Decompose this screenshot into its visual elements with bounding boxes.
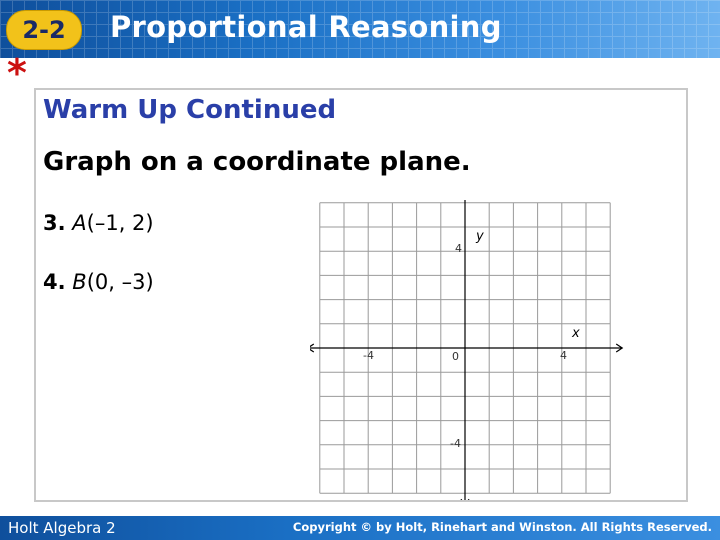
coordinate-plane-svg [310,200,630,500]
problem-number: 4. [43,270,66,294]
point-variable: A [72,211,87,235]
lesson-title: Proportional Reasoning [110,10,502,44]
origin-label: 0 [452,350,459,363]
slide-instruction: Graph on a coordinate plane. [43,147,471,177]
footer-bar [0,516,720,540]
problem-number: 3. [43,211,66,235]
coordinate-plane [310,200,630,500]
x-tick-label-pos: 4 [560,349,567,362]
y-tick-label-pos: 4 [455,242,462,255]
slide-subtitle: Warm Up Continued [43,95,337,125]
asterisk-marker: * [7,51,27,95]
footer-copyright: Copyright © by Holt, Rinehart and Winston. All Rights Reserved. [292,520,712,534]
problem-4 [43,270,154,294]
header-bar [0,0,720,58]
x-axis-label: x [572,326,580,341]
y-tick-label-neg: -4 [450,437,461,450]
y-axis-label: y [476,229,484,244]
x-tick-label-neg: -4 [363,349,374,362]
lesson-badge: 2-2 [6,10,82,50]
footer-course: Holt Algebra 2 [8,519,116,537]
point-coordinates: (0, –3) [86,270,154,294]
axes [310,200,622,500]
point-coordinates: (–1, 2) [86,211,154,235]
problem-3 [43,211,154,235]
point-variable: B [72,270,87,294]
